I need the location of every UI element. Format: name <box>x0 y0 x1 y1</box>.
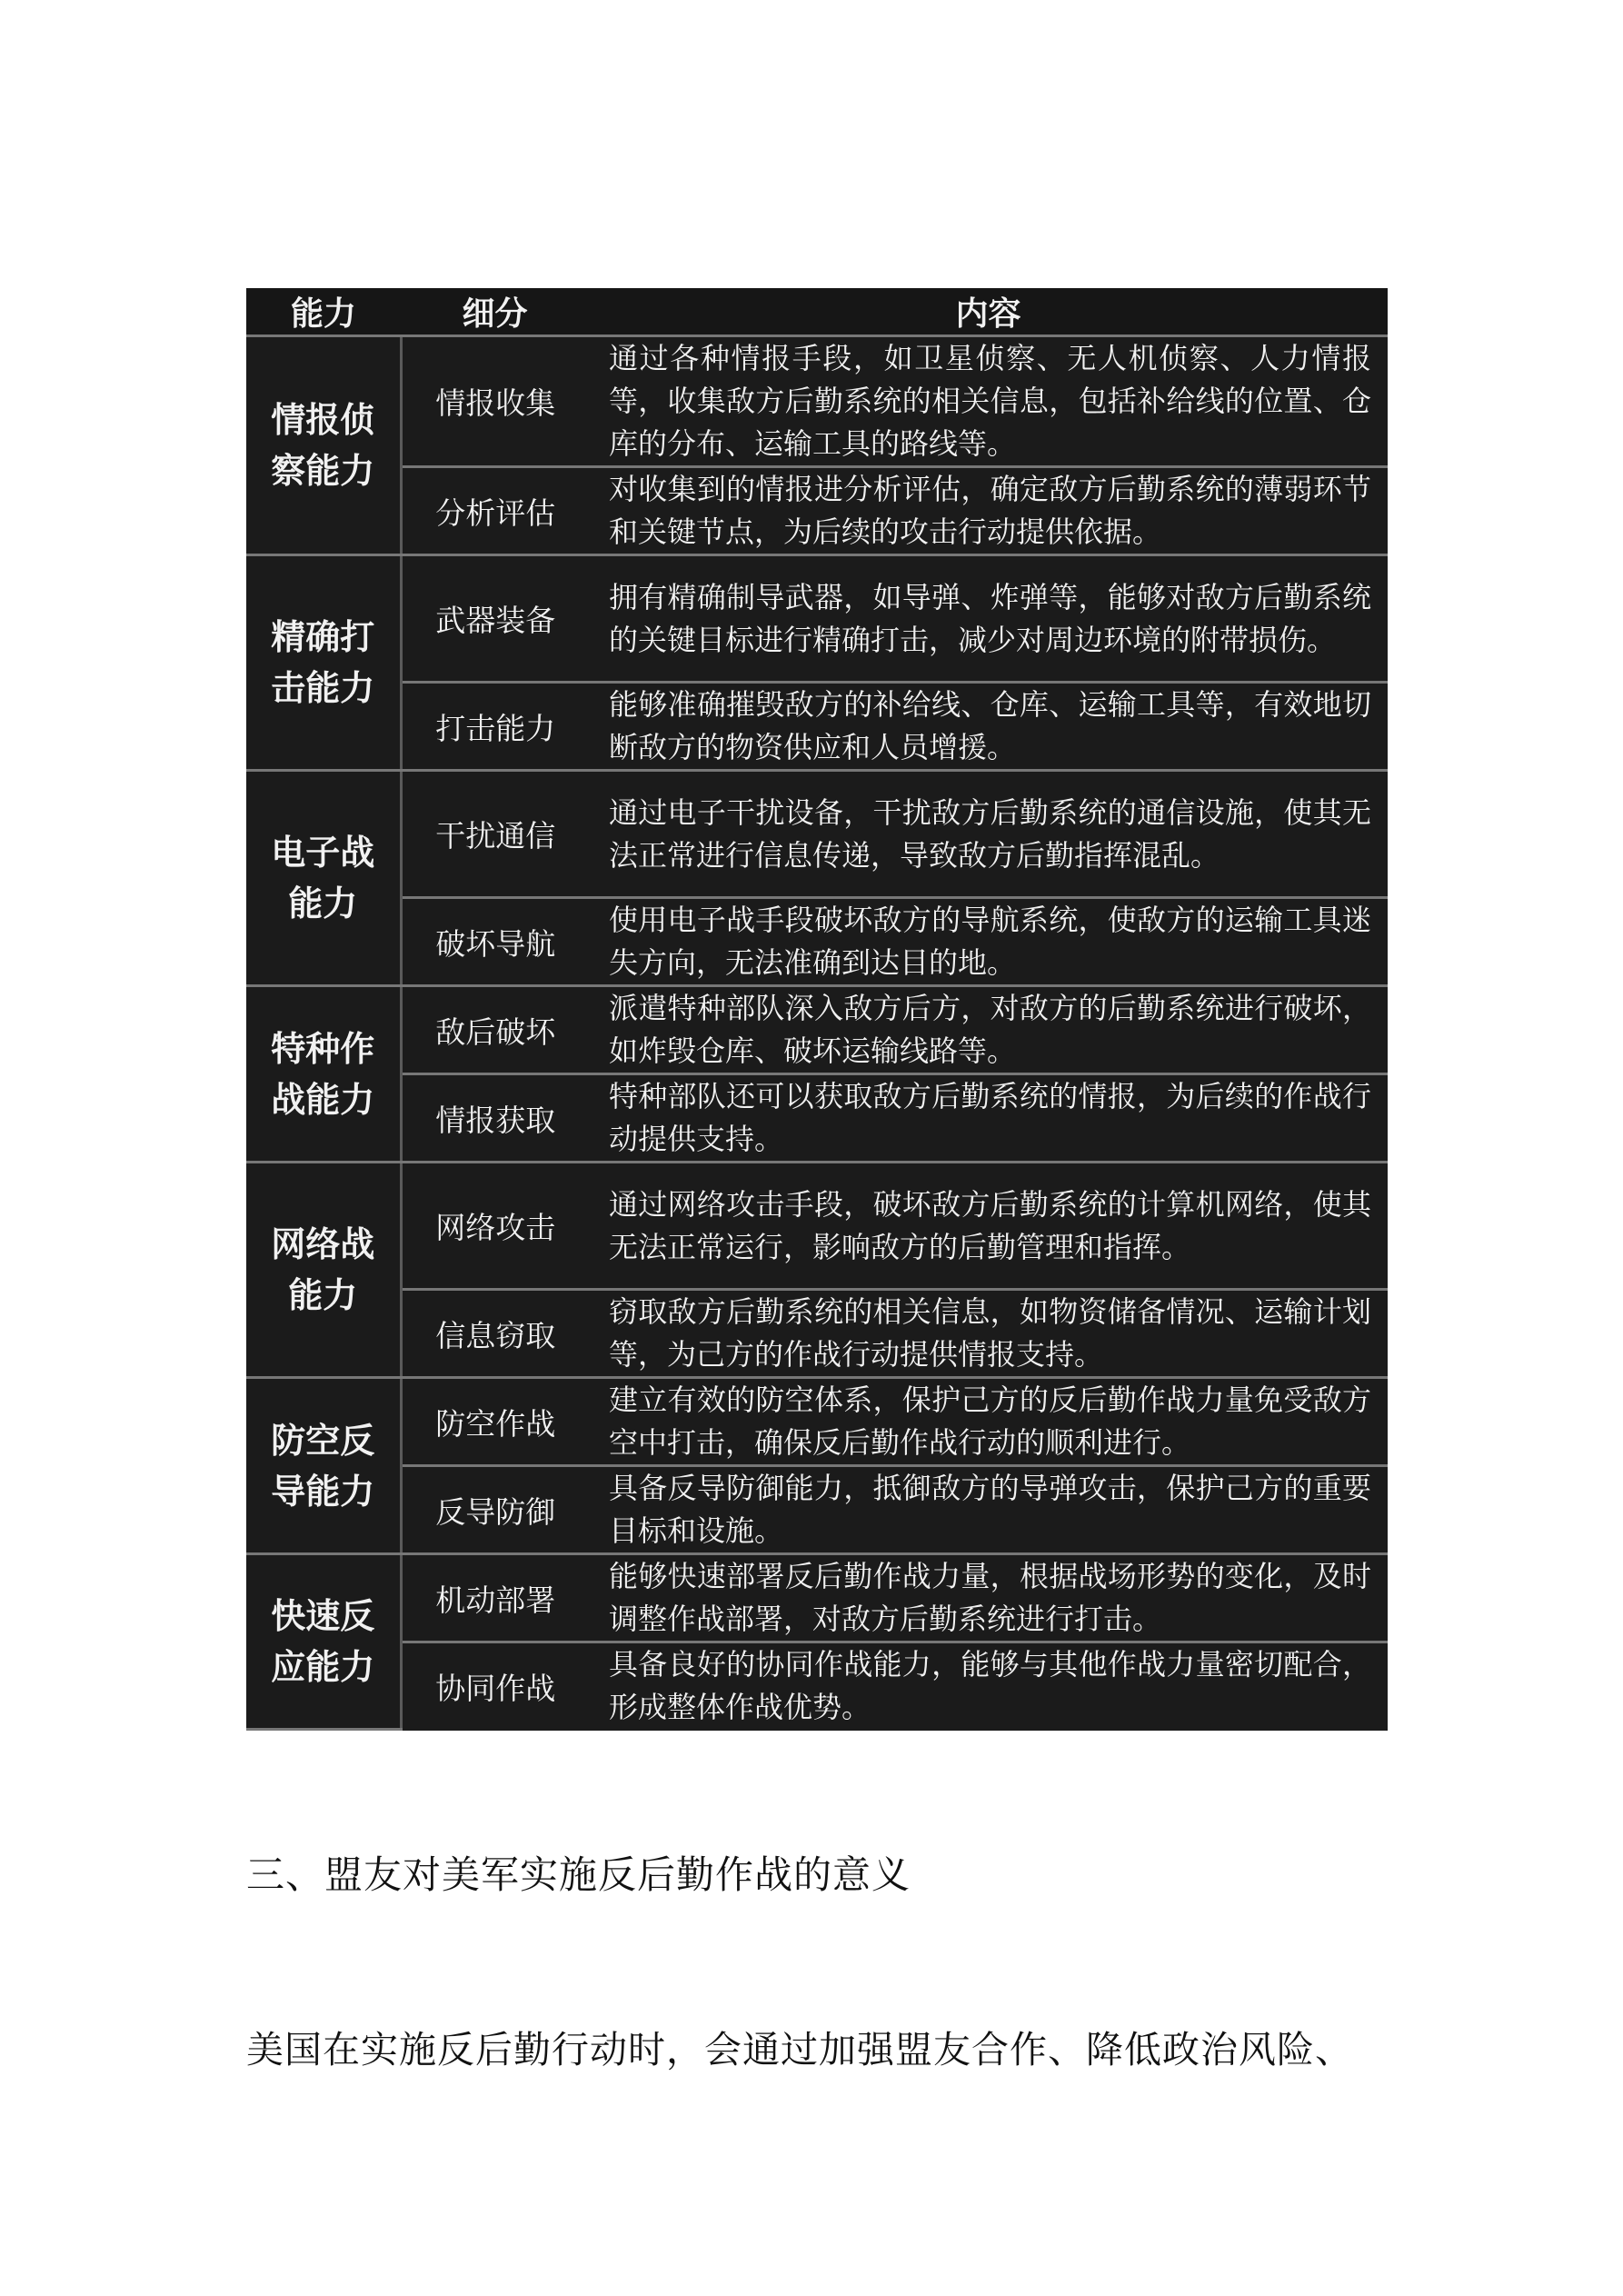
content-cell: 具备反导防御能力，抵御敌方的导弹攻击，保护己方的重要目标和设施。 <box>589 1466 1388 1554</box>
table-row <box>246 898 1388 986</box>
subcategory-cell: 破坏导航 <box>401 898 589 986</box>
content-cell: 建立有效的防空体系，保护己方的反后勤作战力量免受敌方空中打击，确保反后勤作战行动的顺利进行。 <box>589 1378 1388 1466</box>
content-cell: 使用电子战手段破坏敌方的导航系统，使敌方的运输工具迷失方向，无法准确到达目的地。 <box>589 898 1388 986</box>
subcategory-cell: 协同作战 <box>435 1670 556 1706</box>
ability-label: 电子战能力 <box>271 833 375 923</box>
subcategory-cell: 信息窃取 <box>401 1290 589 1378</box>
capability-table <box>246 288 1388 1731</box>
subcategory-cell: 网络攻击 <box>401 1163 589 1290</box>
subcategory-cell: 情报收集 <box>401 336 589 467</box>
ability-label: 精确打击能力 <box>271 617 375 708</box>
subcategory-cell: 干扰通信 <box>401 771 589 898</box>
ability-label: 快速反应能力 <box>271 1596 375 1687</box>
table-row <box>246 1074 1388 1163</box>
body-paragraph: 美国在实施反后勤行动时，会通过加强盟友合作、降低政治风险、 <box>246 2028 1353 2071</box>
table-row <box>246 683 1388 771</box>
header-content: 内容 <box>589 288 1388 336</box>
subcategory-cell: 分析评估 <box>401 467 589 555</box>
content-cell: 窃取敌方后勤系统的相关信息，如物资储备情况、运输计划等，为己方的作战行动提供情报支持。 <box>589 1290 1388 1378</box>
subcategory-cell: 情报获取 <box>401 1074 589 1163</box>
ability-label: 防空反导能力 <box>271 1420 375 1512</box>
ability-cell <box>246 986 401 1163</box>
table-row <box>246 986 1388 1074</box>
table-row <box>246 1378 1388 1466</box>
table-row <box>246 771 1388 898</box>
header-subcategory: 细分 <box>401 288 589 336</box>
content-cell: 通过电子干扰设备，干扰敌方后勤系统的通信设施，使其无法正常进行信息传递，导致敌方后勤指挥混乱。 <box>589 771 1388 898</box>
content-cell: 特种部队还可以获取敌方后勤系统的情报，为后续的作战行动提供支持。 <box>589 1074 1388 1163</box>
content-cell: 派遣特种部队深入敌方后方，对敌方的后勤系统进行破坏，如炸毁仓库、破坏运输线路等。 <box>589 986 1388 1074</box>
ability-label: 情报侦察能力 <box>271 400 375 491</box>
table-row <box>246 1554 1388 1642</box>
content-cell: 具备良好的协同作战能力，能够与其他作战力量密切配合，形成整体作战优势。 <box>609 1647 1371 1725</box>
subcategory-cell: 反导防御 <box>401 1466 589 1554</box>
table-row <box>246 1290 1388 1378</box>
content-cell: 通过各种情报手段，如卫星侦察、无人机侦察、人力情报等，收集敌方后勤系统的相关信息，包括补给线的位置、仓库的分布、运输工具的路线等。 <box>589 336 1388 467</box>
table-row <box>246 1466 1388 1554</box>
ability-cell <box>246 771 401 986</box>
table-header-row <box>246 288 1388 336</box>
content-cell: 通过网络攻击手段，破坏敌方后勤系统的计算机网络，使其无法正常运行，影响敌方的后勤管理和指挥。 <box>589 1163 1388 1290</box>
subcategory-cell: 防空作战 <box>401 1378 589 1466</box>
subcategory-cell: 敌后破坏 <box>401 986 589 1074</box>
ability-cell <box>246 336 401 555</box>
subcategory-cell: 机动部署 <box>401 1554 589 1642</box>
ability-label: 网络战能力 <box>271 1224 375 1315</box>
section-heading: 三、盟友对美军实施反后勤作战的意义 <box>246 1852 911 1897</box>
ability-label: 特种作战能力 <box>271 1028 375 1120</box>
subcategory-cell: 武器装备 <box>401 555 589 683</box>
table-row <box>246 555 1388 683</box>
ability-cell <box>246 1378 401 1554</box>
subcategory-cell: 打击能力 <box>401 683 589 771</box>
content-cell: 能够快速部署反后勤作战力量，根据战场形势的变化，及时调整作战部署，对敌方后勤系统进行打击。 <box>589 1554 1388 1642</box>
ability-cell <box>246 555 401 771</box>
content-cell: 对收集到的情报进分析评估，确定敌方后勤系统的薄弱环节和关键节点，为后续的攻击行动提供依据。 <box>589 467 1388 555</box>
ability-cell <box>246 1163 401 1378</box>
table-row <box>246 1163 1388 1290</box>
header-ability: 能力 <box>246 288 401 336</box>
content-cell: 拥有精确制导武器，如导弹、炸弹等，能够对敌方后勤系统的关键目标进行精确打击，减少对周边环境的附带损伤。 <box>589 555 1388 683</box>
table-row <box>246 336 1388 467</box>
table-row <box>246 1642 1388 1730</box>
content-cell: 能够准确摧毁敌方的补给线、仓库、运输工具等，有效地切断敌方的物资供应和人员增援。 <box>589 683 1388 771</box>
table-row <box>246 467 1388 555</box>
ability-cell <box>246 1554 401 1730</box>
